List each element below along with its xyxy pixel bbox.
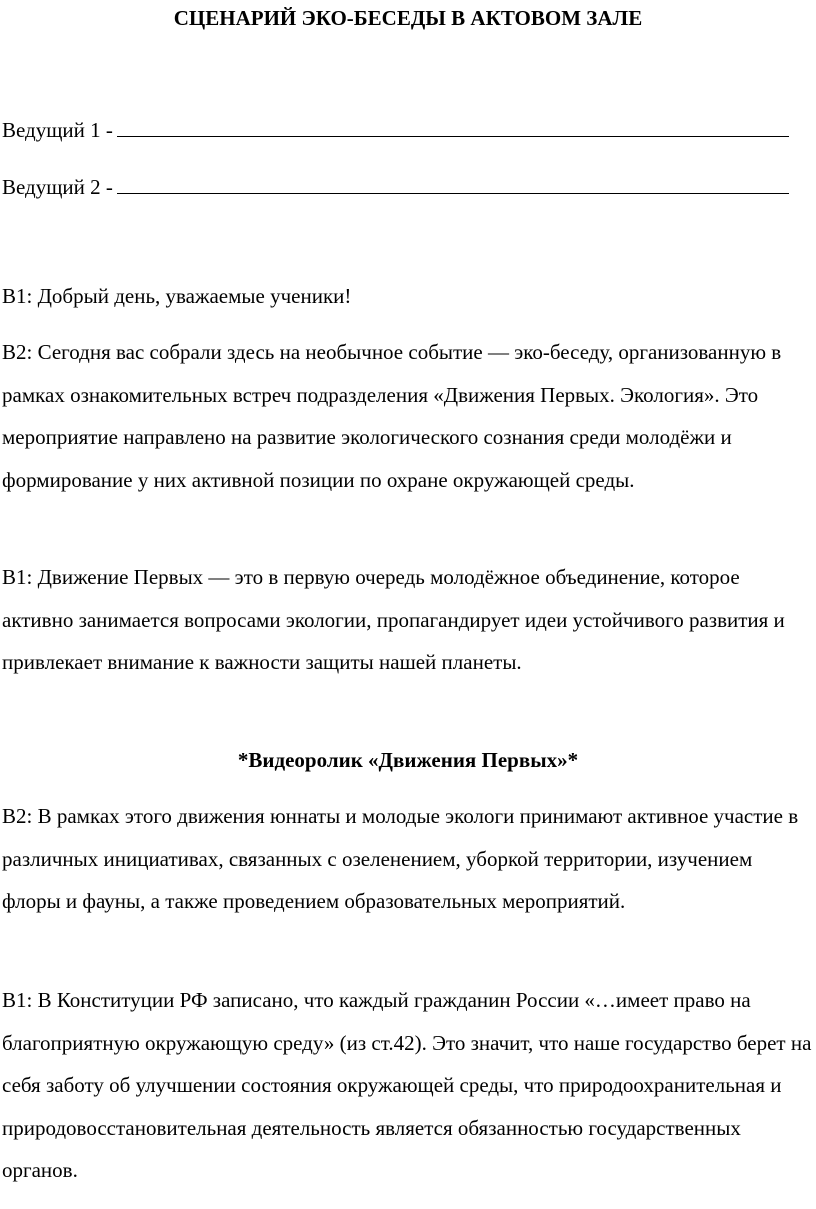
paragraph-greeting: В1: Добрый день, уважаемые ученики! xyxy=(2,284,352,308)
document-title: СЦЕНАРИЙ ЭКО-БЕСЕДЫ В АКТОВОМ ЗАЛЕ xyxy=(173,6,643,30)
paragraph-activities: В2: В рамках этого движения юннаты и молодые экологи принимают активное участие в различных инициативах, связанных с озеленением, уборкой территории, изучением флоры и фауны, а также проведением образовательных мероприятий. xyxy=(2,804,799,913)
host-2-blank xyxy=(117,173,789,194)
paragraph-constitution: В1: В Конституции РФ записано, что каждый гражданин России «…имеет право на благоприятную окружающую среду» (из ст.42). Это значит, что наше государство берет на себя заботу об улучшении состояния окружающей среды, что природоохранительная и природовосстановительная деятельность является обязанностью государственных органов. xyxy=(2,988,812,1182)
host-1-line xyxy=(2,116,789,144)
host-2-line xyxy=(2,173,789,201)
host-1-blank xyxy=(117,116,789,137)
video-heading: *Видеоролик «Движения Первых»* xyxy=(237,748,579,772)
paragraph-movement: В1: Движение Первых — это в первую очередь молодёжное объединение, которое активно занимается вопросами экологии, пропагандирует идеи устойчивого развития и привлекает внимание к важности защиты нашей планеты. xyxy=(2,565,785,674)
host-1-label: Ведущий 1 - xyxy=(2,118,113,142)
paragraph-intro: В2: Сегодня вас собрали здесь на необычное событие — эко-беседу, организованную в рамках ознакомительных встреч подразделения «Движения Первых. Экология». Это мероприятие направлено на развитие экологического сознания среди молодёжи и формирование у них активной позиции по охране окружающей среды. xyxy=(2,340,782,492)
host-2-label: Ведущий 2 - xyxy=(2,175,113,199)
